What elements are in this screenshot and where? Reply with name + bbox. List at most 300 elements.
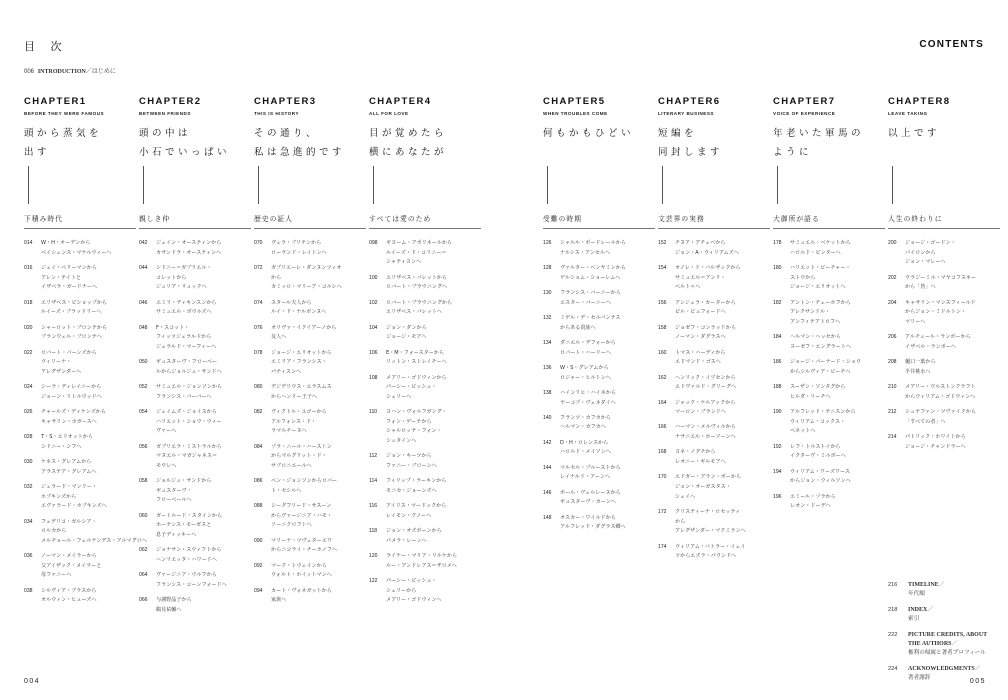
entry-page-number: 122 (369, 578, 378, 585)
entry-page-number: 084 (254, 443, 263, 450)
toc-entry[interactable] (369, 274, 481, 293)
toc-entry[interactable] (139, 264, 251, 293)
entry-title-line: からシルヴィア・ビーチへ (790, 368, 851, 375)
toc-entry[interactable] (24, 458, 136, 477)
entry-page-number: 212 (888, 409, 897, 416)
entry-title-line: 友人へ (271, 334, 287, 341)
entry-page-number: 100 (369, 274, 378, 281)
toc-entry[interactable] (254, 299, 366, 318)
toc-entry[interactable] (139, 477, 251, 506)
entry-title-line: サミュエル・ジョンソンから (156, 384, 223, 391)
toc-entry[interactable] (254, 562, 366, 581)
chapter-vertical-rule (258, 166, 259, 204)
chapter-title-ja-line: 目が覚めたら (369, 128, 448, 139)
entry-title-line: シドニー・シフへ (41, 443, 82, 450)
entry-title-line: からヴァージニア・ハモ・ (271, 512, 332, 519)
toc-entry[interactable] (658, 448, 770, 467)
entry-title-line: ジョージ・モアへ (386, 334, 427, 341)
toc-entry[interactable] (658, 264, 770, 293)
toc-entry[interactable] (773, 468, 885, 487)
entry-title-line: フランシス・コーンフォードへ (156, 581, 227, 588)
entry-page-number: 214 (888, 434, 897, 441)
entry-title (386, 452, 481, 471)
appendix-page-number: 222 (888, 632, 898, 638)
toc-entry[interactable] (139, 408, 251, 437)
entry-title-line: パーシー・ビッシュ・ (386, 384, 437, 391)
chapter-section-title: 下積み時代 (24, 213, 136, 229)
entry-title-line: ヴェラ・ブリテンから (271, 240, 322, 246)
toc-entry[interactable] (888, 433, 1000, 452)
toc-entry[interactable] (139, 443, 251, 472)
chapter-title-en: VOICE OF EXPERIENCE (773, 111, 836, 116)
entry-title-line: マリーナ・ツヴェターエワ (271, 537, 332, 544)
entry-page-number: 200 (888, 240, 897, 246)
chapter-title-ja-line: 頭の中は (139, 128, 192, 139)
toc-entry[interactable] (658, 508, 770, 537)
toc-entry[interactable] (369, 324, 481, 343)
entry-title (156, 264, 251, 293)
entry-title (271, 537, 366, 556)
entry-title (386, 477, 481, 496)
entry-title-line: デジデリウス・エラスムス (271, 384, 332, 391)
entry-title-line: ジョン・キーツから (386, 453, 432, 460)
toc-entry[interactable] (139, 571, 251, 590)
entry-title (271, 502, 366, 531)
entry-title-line: モウレへ (156, 462, 177, 469)
introduction-entry[interactable] (24, 66, 116, 75)
entry-title-line: レイナルド・アーンへ (560, 474, 611, 481)
entry-page-number: 178 (773, 240, 782, 246)
entry-title (790, 493, 885, 512)
entry-page-number: 036 (24, 553, 33, 560)
toc-entry[interactable] (773, 239, 885, 258)
toc-entry[interactable] (369, 299, 481, 318)
entry-title-line: ロバート・ブラウニングから (386, 299, 453, 306)
entry-title-line: ウラジーミル・マヤコフスキー (905, 274, 977, 281)
entry-title-line: ジョージ・チャンドラーへ (905, 443, 966, 450)
entry-title-line: カミッロ・マリーア・コルシへ (271, 284, 342, 291)
toc-entry[interactable] (254, 239, 366, 258)
intro-page-number: 006 (24, 69, 35, 75)
entry-title-line: ギュスターヴ・ (156, 487, 192, 494)
appendix-list (888, 581, 1000, 690)
chapter-title-ja-line: 以上です (888, 128, 941, 139)
entry-title-line: ジョージ・エリオットへ (790, 284, 846, 291)
toc-entry[interactable] (139, 358, 251, 377)
entry-title-line: アレグザンダー・マクミランへ (675, 528, 746, 535)
entry-title (386, 577, 481, 606)
entry-title-line: オスカー・ワイルドから (560, 514, 616, 521)
toc-entry[interactable] (254, 443, 366, 472)
entry-title-line: アルフォンス・ド・ (271, 418, 317, 425)
toc-entry[interactable] (888, 358, 1000, 377)
entry-title-line: エリザベス・バレットから (386, 274, 447, 281)
entry-page-number: 078 (254, 349, 263, 356)
chapter-section-title: 大御所が語る (773, 213, 885, 229)
entry-page-number: 072 (254, 264, 263, 271)
entry-title-line: アラステア・グレアムへ (41, 468, 97, 475)
toc-entry[interactable] (24, 383, 136, 402)
chapter-entry-list (254, 239, 366, 606)
entry-title-line: シーグフリード・サスーン (271, 503, 332, 510)
chapter-column-4 (369, 96, 481, 612)
chapter-entry-list (543, 239, 655, 533)
appendix-title-en: PICTURE CREDITS, ABOUT THE AUTHORS (908, 632, 988, 647)
entry-title-line: チャールズ・ディケンズから (41, 409, 106, 416)
entry-page-number: 070 (254, 240, 263, 246)
entry-title (386, 502, 481, 521)
entry-title-line: ロルカから (41, 528, 67, 535)
entry-title (560, 339, 655, 358)
toc-entry[interactable] (24, 587, 136, 606)
entry-page-number: 202 (888, 274, 897, 281)
chapter-vertical-rule (373, 166, 374, 204)
entry-page-number: 046 (139, 299, 148, 306)
appendix-entry[interactable] (888, 631, 1000, 658)
toc-entry[interactable] (543, 239, 655, 258)
toc-entry[interactable] (658, 299, 770, 318)
entry-title-line: カート・ヴォネガットから (271, 587, 332, 594)
toc-entry[interactable] (773, 333, 885, 352)
appendix-title-ja: 年代順 (908, 591, 925, 597)
entry-title-line: ウィリアム・バトラー・イェイ (675, 543, 746, 550)
entry-title-line: ケネス・グレアムから (41, 459, 92, 466)
entry-title-line: ベネットへ (790, 428, 816, 435)
toc-entry[interactable] (888, 299, 1000, 328)
toc-entry[interactable] (658, 374, 770, 393)
entry-title-line: ジョージ・エリオットから (271, 349, 332, 356)
toc-entry[interactable] (369, 452, 481, 471)
toc-entry[interactable] (658, 543, 770, 562)
chapter-title-ja-line: ように (773, 147, 813, 158)
entry-title-line: ヴァージニア・ウルフから (156, 572, 217, 579)
entry-title-line: ハインリヒ・ハイネから (560, 389, 616, 396)
toc-entry[interactable] (369, 239, 481, 268)
toc-entry[interactable] (254, 502, 366, 531)
entry-title-line: ジョージ・バーナード・ショウ (790, 359, 862, 366)
toc-entry[interactable] (24, 433, 136, 452)
entry-title-line: 与謝野晶子から (156, 597, 192, 604)
toc-entry[interactable] (543, 514, 655, 533)
toc-entry[interactable] (543, 364, 655, 383)
entry-title-line: T・S・エリオットから (41, 434, 93, 441)
toc-entry[interactable] (888, 239, 1000, 268)
entry-title-line: ローランド・レイトンへ (271, 249, 327, 256)
toc-entry[interactable] (254, 537, 366, 556)
entry-title-line: ゲルショム・ショーレムへ (560, 274, 621, 281)
toc-entry[interactable] (543, 339, 655, 358)
toc-entry[interactable] (543, 414, 655, 433)
toc-entry[interactable] (139, 596, 251, 615)
chapter-title-ja-line: その通り、 (254, 128, 320, 139)
chapter-title-en: LITERARY BUSINESS (658, 111, 714, 116)
entry-page-number: 064 (139, 572, 148, 579)
toc-entry[interactable] (139, 299, 251, 318)
entry-title-line: エリザベス・ビショップから (41, 299, 108, 306)
toc-entry[interactable] (888, 333, 1000, 352)
toc-entry[interactable] (658, 324, 770, 343)
entry-page-number: 144 (543, 464, 552, 471)
chapter-title-ja-line: 年老いた軍馬の (773, 128, 865, 139)
entry-title-line: レフ・トルストイから (790, 443, 841, 450)
chapter-number: CHAPTER4 (369, 96, 432, 107)
entry-title-line: サミュエル・ボウルズへ (156, 309, 212, 316)
entry-page-number: 180 (773, 264, 782, 271)
chapter-title-ja-line: 私は急進的です (254, 147, 346, 158)
entry-page-number: 104 (369, 324, 378, 331)
chapter-title-ja (139, 124, 251, 166)
entry-title (675, 349, 770, 368)
toc-entry[interactable] (369, 477, 481, 496)
entry-title-line: シャーロット・ブロンテから (41, 324, 108, 331)
toc-entry[interactable] (888, 408, 1000, 427)
toc-entry[interactable] (543, 289, 655, 308)
toc-entry[interactable] (658, 473, 770, 502)
entry-title-line: ジョナサン・スウィフトから (156, 547, 222, 554)
entry-title-line: メアリー・ウルストンクラフト (905, 384, 976, 391)
entry-page-number: 170 (658, 474, 667, 481)
entry-title-line: ジェイ・ペリーマンから (41, 264, 97, 271)
toc-entry[interactable] (888, 274, 1000, 293)
entry-title-line: シェリーから (386, 587, 417, 594)
toc-entry[interactable] (24, 483, 136, 512)
entry-page-number: 164 (658, 399, 667, 406)
toc-entry[interactable] (369, 552, 481, 571)
entry-title-line: 樋口一葉から (905, 359, 936, 366)
entry-title-line: マーク・トウェインから (271, 562, 327, 569)
entry-title-line: ウィリアム・コックス・ (790, 418, 846, 425)
entry-title-line: ギュスターヴ・カーンへ (560, 499, 616, 506)
entry-title-line: ベン・ジョンソンからロバー (271, 478, 338, 485)
entry-title (790, 468, 885, 487)
entry-title-line: ハリエット・ビーチャー・ (790, 264, 851, 271)
toc-entry[interactable] (773, 493, 885, 512)
entry-title (156, 299, 251, 318)
entry-title-line: シャルロッテ・フォン・ (386, 428, 442, 435)
toc-entry[interactable] (139, 324, 251, 353)
toc-entry[interactable] (543, 264, 655, 283)
toc-entry[interactable] (24, 239, 136, 258)
toc-entry[interactable] (543, 464, 655, 483)
toc-entry[interactable] (24, 324, 136, 343)
appendix-separator: ／ (927, 607, 933, 613)
entry-title (905, 333, 1000, 352)
toc-entry[interactable] (369, 577, 481, 606)
entry-title-line: ヴィクトル・ユゴーから (271, 409, 327, 416)
entry-title-line: D・H・ロレンスから (560, 439, 609, 446)
toc-entry[interactable] (254, 477, 366, 496)
toc-entry[interactable] (888, 383, 1000, 402)
entry-title-line: アンフィテアトロフへ (790, 318, 841, 325)
entry-title-line: エスター・バーニーへ (560, 299, 611, 306)
entry-title-line: ロバート・バーンズから (41, 349, 97, 356)
toc-entry[interactable] (24, 552, 136, 581)
toc-entry[interactable] (658, 349, 770, 368)
toc-entry[interactable] (773, 264, 885, 293)
toc-entry[interactable] (773, 383, 885, 402)
entry-page-number: 174 (658, 543, 667, 550)
chapter-section-title: 親しき仲 (139, 213, 251, 229)
entry-title-line: ヤーコプ・ヴェネダイへ (560, 399, 616, 406)
entry-title-line: モニカ・ジョーンズへ (386, 487, 437, 494)
entry-title-line: シュタインへ (386, 437, 417, 444)
entry-page-number: 028 (24, 434, 33, 441)
entry-page-number: 076 (254, 324, 263, 331)
toc-entry[interactable] (139, 239, 251, 258)
entry-title (271, 443, 366, 472)
chapter-column-5 (543, 96, 655, 539)
toc-entry[interactable] (773, 408, 885, 437)
chapter-section-title: 歴史の証人 (254, 213, 366, 229)
toc-entry[interactable] (369, 527, 481, 546)
entry-title-line: スーザン・ソンタグから (790, 384, 846, 391)
toc-entry[interactable] (369, 349, 481, 368)
toc-entry[interactable] (24, 299, 136, 318)
entry-title-line: イザベラ・ガードナーへ (41, 284, 98, 291)
toc-entry[interactable] (543, 439, 655, 458)
appendix-title-en: TIMELINE (908, 582, 939, 588)
entry-title (156, 512, 251, 541)
toc-entry[interactable] (139, 512, 251, 541)
chapter-entry-list (888, 239, 1000, 452)
entry-title (156, 383, 251, 402)
appendix-title-ja: 権利の帰属と著者プロフィール (908, 650, 986, 656)
entry-title-line: ルイーズ・ブラッドリーへ (41, 309, 102, 316)
entry-title (560, 239, 655, 258)
entry-page-number: 020 (24, 324, 33, 331)
entry-title-line: サミュエル・ベケットから (790, 240, 851, 246)
toc-entry[interactable] (254, 264, 366, 293)
entry-title-line: ヘンリック・イプセンから (675, 374, 736, 381)
entry-title-line: チヌア・アチェベから (675, 240, 726, 246)
entry-title-line: ファニー・ブローンへ (386, 462, 437, 469)
entry-title-line: オルウィン・ヒューズへ (41, 597, 97, 604)
entry-page-number: 160 (658, 349, 667, 356)
entry-title-line: フローベールへ (156, 497, 192, 504)
entry-title (386, 239, 481, 268)
chapter-title-ja (543, 124, 655, 166)
entry-title (41, 264, 136, 293)
toc-entry[interactable] (24, 408, 136, 427)
chapter-column-7 (773, 96, 885, 518)
entry-title (156, 358, 251, 377)
entry-page-number: 148 (543, 514, 552, 521)
toc-entry[interactable] (543, 489, 655, 508)
toc-entry[interactable] (254, 349, 366, 378)
chapter-number: CHAPTER8 (888, 96, 951, 107)
entry-title (560, 439, 655, 458)
entry-title-line: 息子ディッキーへ (156, 532, 197, 539)
entry-title (41, 552, 136, 581)
chapter-entry-list (139, 239, 251, 616)
toc-entry[interactable] (139, 383, 251, 402)
entry-title-line: ツからエズラ・パウンドへ (675, 553, 737, 560)
entry-title-line: から (271, 274, 282, 281)
entry-title-line: スタール夫人から (271, 299, 312, 306)
entry-page-number: 062 (139, 547, 148, 554)
entry-title-line: コレットから (156, 274, 187, 281)
entry-title-line: シルヴィア・プラスから (41, 587, 97, 594)
chapter-number: CHAPTER3 (254, 96, 317, 107)
entry-page-number: 082 (254, 409, 263, 416)
toc-entry[interactable] (369, 374, 481, 403)
entry-title-line: メアリー・ゴドウィンから (386, 374, 447, 381)
toc-entry[interactable] (254, 383, 366, 402)
toc-entry[interactable] (24, 518, 147, 547)
intro-title-ja: はじめに (91, 68, 116, 75)
toc-entry[interactable] (254, 587, 366, 606)
toc-entry[interactable] (658, 423, 770, 442)
entry-title-line: アイリス・マードックから (386, 503, 447, 510)
toc-entry[interactable] (369, 408, 481, 446)
entry-title-line: レオニー・ギルモアへ (675, 459, 726, 466)
entry-title (790, 383, 885, 402)
appendix-entry[interactable] (888, 606, 1000, 624)
entry-title-line: ルイ・ド・ナルボンヌへ (271, 309, 327, 316)
chapter-column-6 (658, 96, 770, 568)
toc-entry[interactable] (254, 408, 366, 437)
entry-page-number: 166 (658, 424, 667, 431)
toc-entry[interactable] (24, 349, 136, 378)
toc-entry[interactable] (369, 502, 481, 521)
entry-page-number: 060 (139, 512, 148, 519)
toc-entry[interactable] (658, 239, 770, 258)
appendix-page-number: 218 (888, 607, 898, 613)
entry-title (675, 448, 770, 467)
entry-title-line: サブロニエールへ (271, 462, 312, 469)
chapter-title-ja (773, 124, 885, 166)
entry-title-line: ヘルマン・カフカへ (560, 424, 606, 431)
toc-entry[interactable] (24, 264, 136, 293)
entry-title-line: ジョン・オーガスタス・ (675, 484, 731, 491)
appendix-entry[interactable] (888, 581, 1000, 599)
entry-title-line: ヨハン・ヴォルフガング・ (386, 409, 447, 416)
entry-title (386, 274, 481, 293)
entry-page-number: 184 (773, 334, 782, 341)
entry-page-number: 128 (543, 264, 552, 271)
entry-title-line: ヴァーへ (156, 428, 177, 435)
entry-title (905, 408, 1000, 427)
toc-entry[interactable] (543, 389, 655, 408)
toc-entry[interactable] (773, 358, 885, 377)
entry-title-line: ナルシス・アンセルへ (560, 249, 611, 256)
entry-page-number: 014 (24, 240, 33, 246)
intro-title-en: INTRODUCTION (37, 69, 86, 75)
entry-title-line: ジョゼフ・コンラッドから (675, 324, 736, 331)
entry-title-line: シェリーへ (386, 393, 412, 400)
entry-title-line: エドマンド・ゴスへ (675, 359, 721, 366)
toc-entry[interactable] (658, 399, 770, 418)
appendix-separator: ／ (951, 641, 958, 647)
entry-page-number: 032 (24, 484, 33, 491)
entry-title (790, 239, 885, 258)
entry-page-number: 162 (658, 374, 667, 381)
entry-page-number: 056 (139, 443, 148, 450)
entry-page-number: 140 (543, 414, 552, 421)
entry-title-line: ハロルド・ピンターへ (790, 249, 841, 256)
toc-entry[interactable] (254, 324, 366, 343)
entry-title-line: フランツ・カフカから (560, 414, 611, 421)
entry-title (560, 389, 655, 408)
toc-entry[interactable] (773, 443, 885, 462)
entry-title-line: ルイーズ・ド・コリニー＝ (386, 249, 447, 256)
entry-title-line: ライナー・マリア・リルケから (386, 553, 458, 560)
toc-entry[interactable] (543, 314, 655, 333)
entry-page-number: 034 (24, 518, 33, 525)
toc-entry[interactable] (773, 299, 885, 328)
entry-title-line: ギュスターヴ・フローベー (156, 359, 218, 366)
toc-entry[interactable] (139, 546, 251, 565)
